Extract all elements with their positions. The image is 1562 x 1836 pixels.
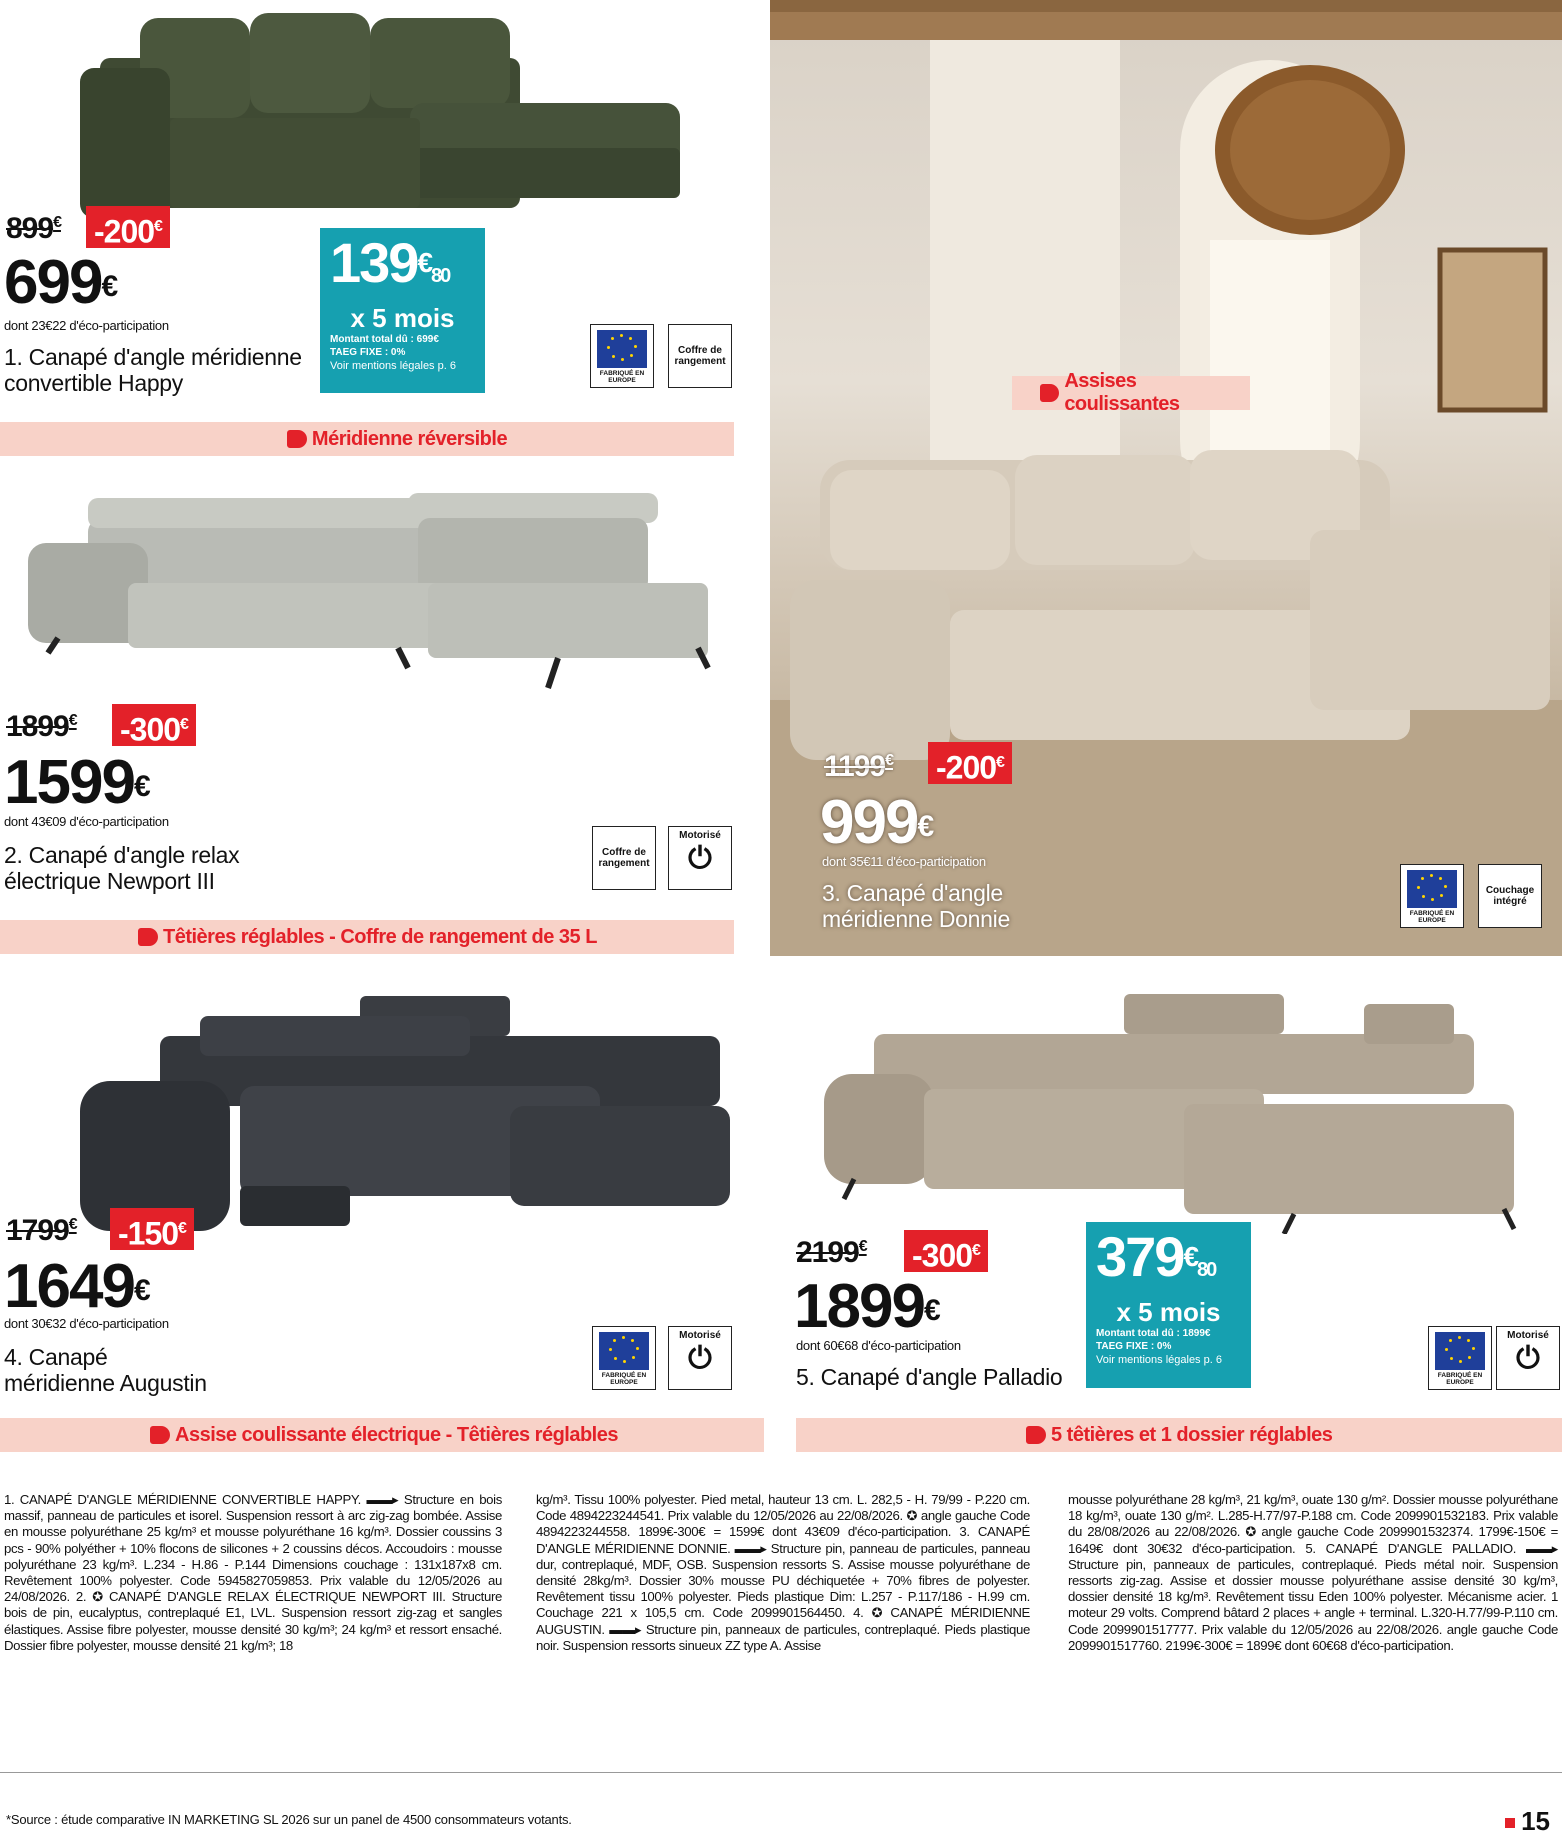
price: 1649€ <box>4 1252 149 1321</box>
product-name: 3. Canapé d'angle méridienne Donnie <box>822 880 1010 932</box>
product-name: 2. Canapé d'angle relax électrique Newport III <box>4 842 240 894</box>
discount-badge: -200€ <box>928 742 1012 784</box>
storage-badge: Coffre de rangement <box>592 826 656 890</box>
old-price: 899€ <box>6 212 61 245</box>
made-in-europe-icon: FABRIQUÉ EN EUROPE <box>1400 864 1464 928</box>
tag-icon <box>287 430 307 448</box>
old-price: 1799€ <box>6 1214 77 1247</box>
motorized-badge: Motorisé ⏻ <box>668 1326 732 1390</box>
made-in-europe-icon: FABRIQUÉ EN EUROPE <box>592 1326 656 1390</box>
product-name: 5. Canapé d'angle Palladio <box>796 1364 1063 1390</box>
price: 699€ <box>4 248 117 317</box>
footnote: *Source : étude comparative IN MARKETING SL 2026 sur un panel de 4500 consommateurs votants. <box>6 1812 572 1827</box>
page-number: 15 <box>1505 1806 1550 1836</box>
eco-participation: dont 30€32 d'éco-participation <box>4 1316 169 1331</box>
product-name: 1. Canapé d'angle méridienne convertible Happy <box>4 344 302 396</box>
sofa-image-newport <box>28 488 718 698</box>
old-price: 1899€ <box>6 710 77 743</box>
feature-band: Têtières réglables - Coffre de rangement de 35 L <box>0 920 734 954</box>
discount-badge: -300€ <box>112 704 196 746</box>
sofa-image-palladio <box>824 994 1524 1234</box>
plug-icon: ⏻ <box>688 842 712 875</box>
tag-icon <box>1026 1426 1046 1444</box>
plug-icon: ⏻ <box>1516 1342 1540 1375</box>
feature-band: Assise coulissante électrique - Têtières réglables <box>0 1418 764 1452</box>
price: 999€ <box>820 788 933 857</box>
credit-offer: 139€80 x 5 mois Montant total dû : 699€ TAEG FIXE : 0% Voir mentions légales p. 6 <box>320 228 485 393</box>
feature-band: Assises coulissantes <box>1012 376 1250 410</box>
product-name: 4. Canapé méridienne Augustin <box>4 1344 207 1396</box>
eco-participation: dont 23€22 d'éco-participation <box>4 318 169 333</box>
bed-badge: Couchage intégré <box>1478 864 1542 928</box>
legal-text-col2: kg/m³. Tissu 100% polyester. Pied metal, hauteur 13 cm. L. 282,5 - H. 79/99 - P.220 cm. Code 4894223244541. Prix valable du 12/05/2026 au 22/08/2026. ✪ angle gauche Code 4894223244558. 1899€-300€ = 1599€ dont 43€09 d'éco-participation. 3. CANAPÉ D'ANGLE MÉRIDIENNE DONNIE. ▬▬▸ Structure pin, panneau de particules, panneau dur, contreplaqué, MDF, OSB. Suspension ressorts S. Assise mousse polyuréthane de densité 28kg/m³. Dossier 30% mousse PU déchiquetée + 70% fibres de polyester. Revêtement tissu 100% polyester. Pieds plastique Dim: L.257 - P.117/186 - H.99 cm. Couchage 221 x 105,5 cm. Code 2099901564450. 4. ✪ CANAPÉ MÉRIDIENNE AUGUSTIN. ▬▬▸ Structure pin, panneaux de particules, contreplaqué. Pieds plastique noir. Suspension ressorts sinueux ZZ type A. Assise <box>536 1492 1030 1653</box>
eco-participation: dont 60€68 d'éco-participation <box>796 1338 961 1353</box>
discount-badge: -150€ <box>110 1208 194 1250</box>
discount-badge: -200€ <box>86 206 170 248</box>
old-price: 2199€ <box>796 1236 867 1269</box>
sofa-image-happy <box>80 8 700 238</box>
motorized-badge: Motorisé ⏻ <box>668 826 732 890</box>
feature-band: 5 têtières et 1 dossier réglables <box>796 1418 1562 1452</box>
sofa-image-augustin <box>80 996 740 1236</box>
made-in-europe-icon: FABRIQUÉ EN EUROPE <box>1428 1326 1492 1390</box>
legal-text-col3: mousse polyuréthane 28 kg/m³, 21 kg/m³, ouate 130 g/m². Dossier mousse polyuréthane 18 kg/m³, ouate 130 g/m². L.285-H.77/97-P.188 cm. Code 2099901532183. Prix valable du 28/08/2026 au 22/08/2026. ✪ angle gauche Code 2099901532374. 1799€-150€ = 1649€ dont 30€32 d'éco-participation. 5. CANAPÉ D'ANGLE PALLADIO. ▬▬▸ Structure pin, panneaux de particules, contreplaqué. Pieds métal noir. Suspension ressorts zig-zag. Assise et dossier mousse polyuréthane assise densité 30 kg/m³, dossier densité 18 kg/m³. Revêtement tissu Eden 100% polyester. Mécanisme acier. 1 moteur 29 volts. Comprend bâtard 2 places + angle + terminal. L.320-H.77/99-P.110 cm. Code 2099901517777. Prix valable du 12/05/2026 au 22/08/2026. angle gauche Code 2099901517760. 2199€-300€ = 1899€ dont 60€68 d'éco-participation. <box>1068 1492 1558 1653</box>
price: 1899€ <box>794 1272 939 1341</box>
eco-participation: dont 35€11 d'éco-participation <box>822 854 986 869</box>
feature-band: Méridienne réversible <box>0 422 734 456</box>
eco-participation: dont 43€09 d'éco-participation <box>4 814 169 829</box>
motorized-badge: Motorisé ⏻ <box>1496 1326 1560 1390</box>
price: 1599€ <box>4 748 149 817</box>
tag-icon <box>150 1426 170 1444</box>
old-price: 1199€ <box>824 750 893 783</box>
plug-icon: ⏻ <box>688 1342 712 1375</box>
storage-badge: Coffre de rangement <box>668 324 732 388</box>
legal-text-col1: 1. CANAPÉ D'ANGLE MÉRIDIENNE CONVERTIBLE HAPPY. ▬▬▸ Structure en bois massif, panneau de particules et isorel. Suspension ressort à arc zig-zag bombée. Assise en mousse polyuréthane 25 kg/m³ et mousse polyuréthane 16 kg/m³. Dossier coussins 3 pcs - 90% polyéther + 10% flocons de silicones + 2 coussins décos. Accoudoirs : mousse polyuréthane 23 kg/m³. L.234 - H.86 - P.144 Dimensions couchage : 131x187x8 cm. Revêtement 100% polyester. Code 5945827059853. Prix valable du 12/05/2026 au 24/08/2026. 2. ✪ CANAPÉ D'ANGLE RELAX ÉLECTRIQUE NEWPORT III. Structure bois de pin, eucalyptus, contreplaqué E1, LVL. Suspension ressort zig-zag et sangles élastiques. Assise fibre polyester, mousse densité 30 kg/m³; 24 kg/m³ et ressort ensaché. Dossier fibre polyester, mousse densité 21 kg/m³; 18 <box>4 1492 502 1653</box>
divider <box>0 1772 1562 1773</box>
tag-icon <box>1040 384 1059 402</box>
tag-icon <box>138 928 158 946</box>
discount-badge: -300€ <box>904 1230 988 1272</box>
credit-offer: 379€80 x 5 mois Montant total dû : 1899€ TAEG FIXE : 0% Voir mentions légales p. 6 <box>1086 1222 1251 1388</box>
made-in-europe-icon: FABRIQUÉ EN EUROPE <box>590 324 654 388</box>
